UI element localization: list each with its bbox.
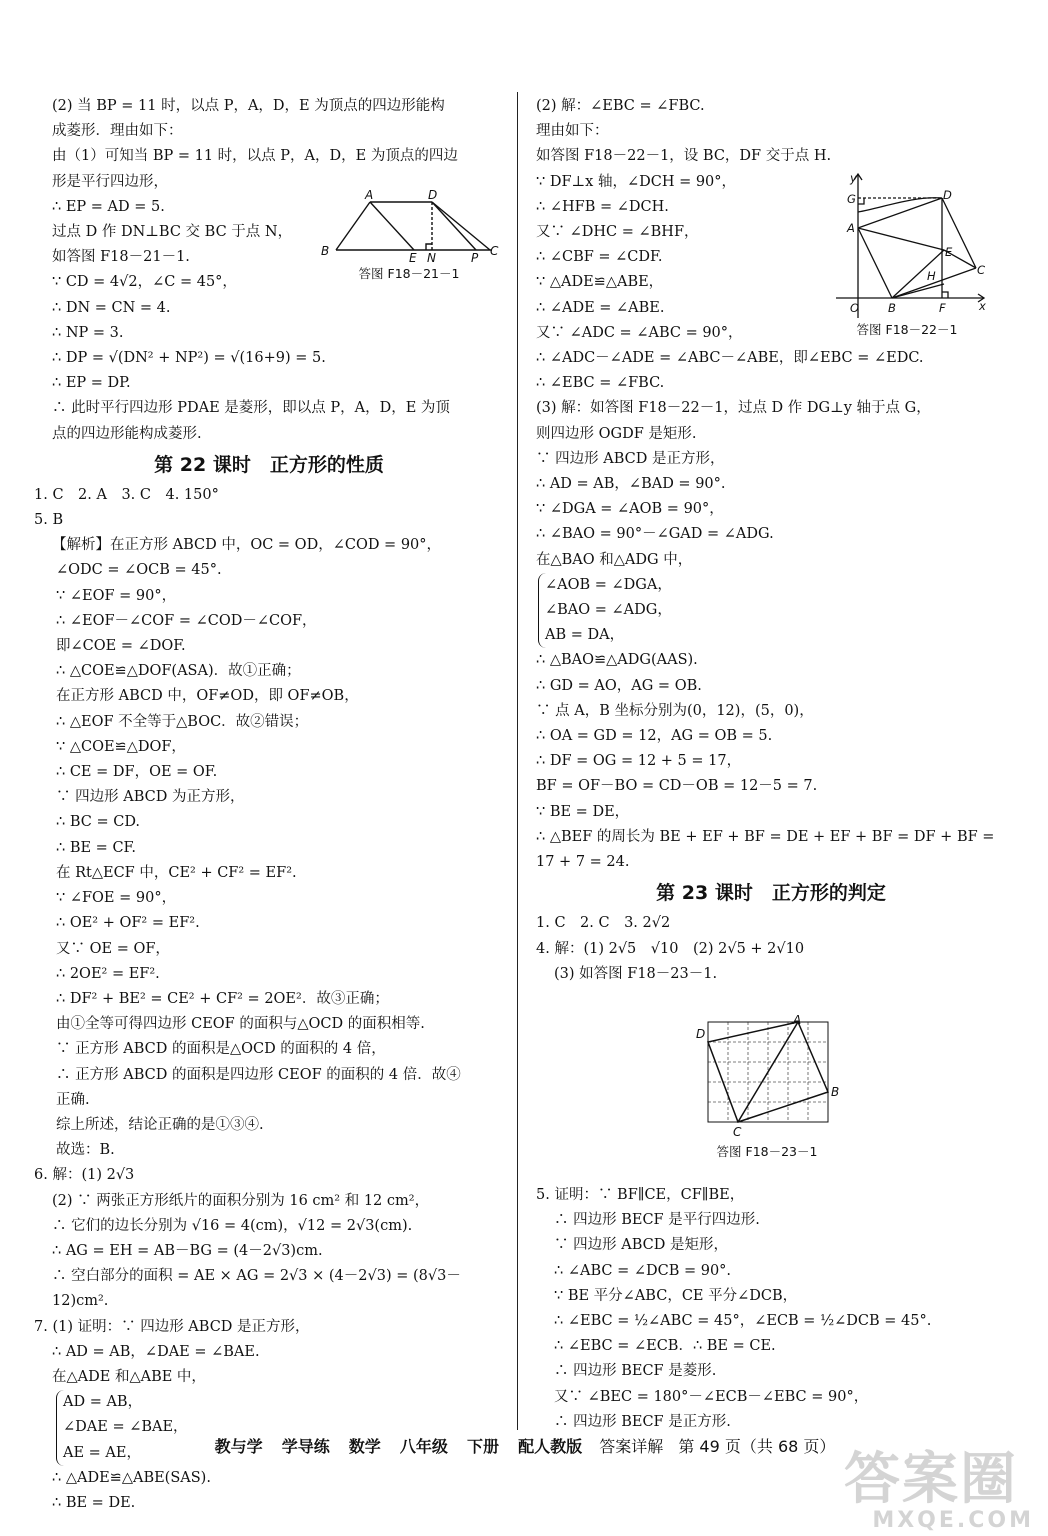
brace-line: AE = AE， — [63, 1444, 141, 1461]
text-line: ∴ NP = 3. — [52, 324, 124, 341]
fig22-label: C — [977, 263, 986, 277]
analysis-line: 正确. — [56, 1091, 90, 1108]
analysis-line: ∵ △COE≌△DOF， — [56, 738, 186, 755]
answer-line: 1. C 2. A 3. C 4. 150° — [34, 486, 219, 503]
text-line: ∴ DP = √(DN² + NP²) = √(16+9) = 5. — [52, 350, 326, 367]
answer-line: 又∵ ∠BEC = 180°－∠ECB－∠EBC = 90°， — [554, 1388, 869, 1405]
fig22-label: B — [888, 301, 896, 315]
fig21-label: E — [409, 251, 417, 264]
watermark-text: 答案圈 — [844, 1447, 1018, 1512]
section-title-22: 第 22 课时 正方形的性质 — [154, 453, 384, 476]
text-line: ∵ CD = 4√2，∠C = 45°， — [52, 274, 237, 291]
text-line: 成菱形．理由如下： — [52, 123, 183, 140]
fig21-label: N — [427, 251, 436, 264]
analysis-line: 在正方形 ABCD 中，OF≠OD，即 OF≠OB， — [56, 688, 359, 705]
analysis-line: ∴ 2OE² = EF². — [56, 965, 160, 982]
text-line: 理由如下： — [536, 123, 609, 140]
fig21-label: B — [321, 244, 330, 258]
answer-line: ∴ AG = EH = AB－BG = (4－2√3)cm. — [52, 1242, 323, 1259]
answer-line: ∵ BE 平分∠ABC，CE 平分∠DCB， — [554, 1287, 798, 1304]
text-line: ∴ OA = GD = 12，AG = OB = 5. — [536, 728, 773, 745]
text-line: ∵ 点 A，B 坐标分别为(0，12)，(5，0)， — [536, 702, 814, 719]
fig23-label: D — [696, 1027, 706, 1041]
text-line: ∴ ∠BAO = 90°－∠GAD = ∠ADG. — [536, 526, 774, 543]
footer-subject: 数学 — [348, 1437, 381, 1456]
text-line: 如答图 F18－21－1. — [52, 249, 190, 266]
text-line: ∴ ∠EBC = ∠FBC. — [536, 375, 665, 392]
fig22-label: H — [927, 269, 936, 283]
text-line: 由（1）可知当 BP = 11 时，以点 P，A，D，E 为顶点的四边 — [52, 148, 458, 165]
analysis-line: ∴ BC = CD. — [56, 814, 141, 831]
figure-caption: 答图 F18－21－1 — [358, 266, 460, 281]
answer-line: ∴ 它们的边长分别为 √16 = 4(cm)，√12 = 2√3(cm). — [52, 1217, 413, 1234]
analysis-line: ∴ BE = CF. — [56, 839, 136, 856]
text-line: ∴ EP = DP. — [52, 375, 131, 392]
answer-line: 在△ADE 和△ABE 中， — [52, 1368, 206, 1385]
fig21-label: A — [365, 188, 374, 202]
left-column — [34, 94, 504, 1516]
column-divider — [517, 92, 518, 1430]
fig22-label: E — [945, 245, 953, 259]
text-line: ∴ ∠ADC－∠ADE = ∠ABC－∠ABE，即∠EBC = ∠EDC. — [536, 350, 924, 367]
brace-line: ∠AOB = ∠DGA， — [545, 576, 672, 593]
figure-f18-22-1-drawing — [832, 168, 992, 320]
answer-line: ∴ 四边形 BECF 是正方形. — [554, 1413, 731, 1430]
fig23-label: B — [831, 1085, 840, 1099]
analysis-line: ∴ OE² + OF² = EF². — [56, 915, 200, 932]
figure-f18-21-1 — [318, 188, 500, 282]
analysis-line: ∴ DF² + BE² = CE² + CF² = 2OE²．故③正确； — [56, 990, 389, 1007]
fig21-label: D — [428, 188, 438, 202]
text-line: ∴ DN = CN = 4. — [52, 299, 171, 316]
text-line: ∴ ∠ADE = ∠ABE. — [536, 299, 665, 316]
answer-line: 1. C 2. C 3. 2√2 — [536, 915, 671, 932]
footer-edition: 配人教版 — [518, 1437, 583, 1456]
fig21-label: C — [490, 244, 499, 258]
text-line: (3) 解：如答图 F18－22－1，过点 D 作 DG⊥y 轴于点 G， — [536, 400, 931, 417]
text-line: ∴ △BEF 的周长为 BE + EF + BF = DE + EF + BF = DF + BF = — [536, 828, 995, 845]
answer-line: ∴ ∠EBC = ½∠ABC = 45°，∠ECB = ½∠DCB = 45°. — [554, 1312, 932, 1329]
analysis-line: ∴ △EOF 不全等于△BOC．故②错误； — [56, 713, 309, 730]
analysis-line: ∵ ∠FOE = 90°， — [56, 890, 177, 907]
text-line: ∴ ∠CBF = ∠CDF. — [536, 249, 663, 266]
fig22-label: D — [943, 188, 952, 202]
answer-line: ∴ BE = DE. — [52, 1494, 136, 1511]
analysis-line: 综上所述，结论正确的是①③④. — [56, 1116, 264, 1133]
answer-line: 7. (1) 证明：∵ 四边形 ABCD 是正方形， — [34, 1318, 310, 1335]
footer-volume: 下册 — [467, 1437, 500, 1456]
text-line: ∴ GD = AO，AG = OB. — [536, 677, 702, 694]
footer-series: 学导练 — [281, 1437, 330, 1456]
brace-line: AD = AB， — [63, 1394, 143, 1411]
analysis-line: ∵ ∠EOF = 90°， — [56, 587, 177, 604]
answer-line: 12)cm². — [52, 1293, 109, 1310]
text-line: ∴ EP = AD = 5. — [52, 198, 165, 215]
analysis-line: ∴ ∠EOF－∠COF = ∠COD－∠COF， — [56, 612, 317, 629]
text-line: ∵ 四边形 ABCD 是正方形， — [536, 450, 725, 467]
analysis-line: 即∠COE = ∠DOF. — [56, 638, 186, 655]
answer-line: ∴ 空白部分的面积 = AE × AG = 2√3 × (4－2√3) = (8√3－ — [52, 1268, 461, 1285]
analysis-line: 又∵ OE = OF， — [56, 940, 170, 957]
brace-line: ∠DAE = ∠BAE， — [63, 1419, 188, 1436]
analysis-line: ∴ △COE≌△DOF(ASA)．故①正确； — [56, 663, 301, 680]
fig21-label: P — [471, 251, 479, 264]
analysis-line: 由①全等可得四边形 CEOF 的面积与△OCD 的面积相等. — [56, 1016, 425, 1033]
watermark-logo — [844, 1447, 1034, 1533]
text-line: ∴ DF = OG = 12 + 5 = 17， — [536, 753, 742, 770]
fig22-label: G — [847, 192, 856, 206]
analysis-line: 【解析】在正方形 ABCD 中，OC = OD，∠COD = 90°， — [52, 537, 442, 554]
footer-section: 答案详解 — [599, 1437, 664, 1456]
answer-line: ∴ AD = AB，∠DAE = ∠BAE. — [52, 1343, 260, 1360]
fig22-label: x — [979, 299, 986, 313]
analysis-line: 故选：B. — [56, 1142, 115, 1159]
text-line: ∴ AD = AB，∠BAD = 90°. — [536, 476, 726, 493]
text-line: ∵ BE = DE， — [536, 803, 630, 820]
figure-f18-22-1 — [832, 168, 992, 338]
section-title-23: 第 23 课时 正方形的判定 — [656, 882, 886, 905]
text-line: 17 + 7 = 24. — [536, 854, 630, 871]
figure-caption: 答图 F18－22－1 — [856, 322, 958, 337]
answer-line: ∴ 四边形 BECF 是平行四边形. — [554, 1212, 760, 1229]
answer-line: 5. B — [34, 512, 64, 529]
analysis-line: ∴ 正方形 ABCD 的面积是四边形 CEOF 的面积的 4 倍．故④ — [56, 1066, 461, 1083]
answer-line: 4. 解：(1) 2√5 √10 (2) 2√5 + 2√10 — [536, 940, 805, 957]
answer-line: ∴ ∠EBC = ∠ECB．∴ BE = CE. — [554, 1338, 776, 1355]
footer-brand: 教与学 — [214, 1437, 263, 1456]
text-line: ∴ 此时平行四边形 PDAE 是菱形，即以点 P，A，D，E 为顶 — [52, 400, 450, 417]
text-line: ∴ ∠HFB = ∠DCH. — [536, 198, 669, 215]
analysis-line: 在 Rt△ECF 中，CE² + CF² = EF². — [56, 864, 297, 881]
text-line: 过点 D 作 DN⊥BC 交 BC 于点 N， — [52, 224, 293, 241]
figure-f18-21-1-drawing — [318, 188, 500, 264]
analysis-line: ∠ODC = ∠OCB = 45°. — [56, 562, 222, 579]
brace-line: ∠BAO = ∠ADG， — [545, 602, 672, 619]
analysis-line: ∵ 正方形 ABCD 的面积是△OCD 的面积的 4 倍， — [56, 1041, 386, 1058]
text-line: 又∵ ∠ADC = ∠ABC = 90°， — [536, 324, 743, 341]
fig23-label: C — [733, 1125, 742, 1138]
figure-f18-23-1 — [694, 1014, 844, 1160]
text-line: ∵ △ADE≌△ABE， — [536, 274, 664, 291]
text-line: ∴ △BAO≌△ADG(AAS). — [536, 652, 698, 669]
text-line: 点的四边形能构成菱形. — [52, 425, 202, 442]
text-line: 如答图 F18－22－1，设 BC，DF 交于点 H. — [536, 148, 832, 165]
answer-line: 6. 解：(1) 2√3 — [34, 1167, 135, 1184]
text-line: 形是平行四边形， — [52, 173, 168, 190]
text-line: BF = OF－BO = CD－OB = 12－5 = 7. — [536, 778, 818, 795]
text-line: (2) 当 BP = 11 时，以点 P，A，D，E 为顶点的四边形能构 — [52, 98, 445, 114]
fig22-label: F — [939, 301, 946, 315]
answer-line: (2) ∵ 两张正方形纸片的面积分别为 16 cm² 和 12 cm²， — [52, 1192, 430, 1209]
answer-line: ∴ 四边形 BECF 是菱形. — [554, 1363, 717, 1380]
text-line: ∵ DF⊥x 轴，∠DCH = 90°， — [536, 173, 737, 190]
fig23-label: A — [793, 1014, 802, 1027]
text-line: 在△BAO 和△ADG 中， — [536, 551, 693, 568]
text-line: ∵ ∠DGA = ∠AOB = 90°， — [536, 501, 724, 518]
text-line: 又∵ ∠DHC = ∠BHF， — [536, 224, 699, 241]
watermark-url: MXQE.COM — [872, 1508, 1034, 1533]
answer-line: 5. 证明：∵ BF∥CE，CF∥BE， — [536, 1186, 745, 1203]
fig22-label: y — [850, 171, 857, 185]
answer-line: ∵ 四边形 ABCD 是矩形， — [554, 1237, 728, 1254]
figure-caption: 答图 F18－23－1 — [716, 1144, 818, 1159]
brace-line: AB = DA， — [545, 627, 625, 644]
text-line: 则四边形 OGDF 是矩形. — [536, 425, 697, 442]
brace-system — [538, 573, 1006, 649]
answer-line: ∴ ∠ABC = ∠DCB = 90°. — [554, 1262, 732, 1279]
analysis-line: ∴ CE = DF，OE = OF. — [56, 764, 218, 781]
fig22-label: A — [847, 221, 855, 235]
fig22-label: O — [850, 301, 860, 315]
page-number: 第 49 页（共 68 页） — [678, 1437, 836, 1456]
answer-line: ∴ △ADE≌△ABE(SAS). — [52, 1469, 211, 1486]
answer-line: (3) 如答图 F18－23－1. — [554, 965, 718, 982]
text-line: (2) 解：∠EBC = ∠FBC. — [536, 98, 705, 114]
footer-grade: 八年级 — [399, 1437, 448, 1456]
figure-f18-23-1-drawing — [694, 1014, 844, 1138]
analysis-line: ∵ 四边形 ABCD 为正方形， — [56, 789, 245, 806]
